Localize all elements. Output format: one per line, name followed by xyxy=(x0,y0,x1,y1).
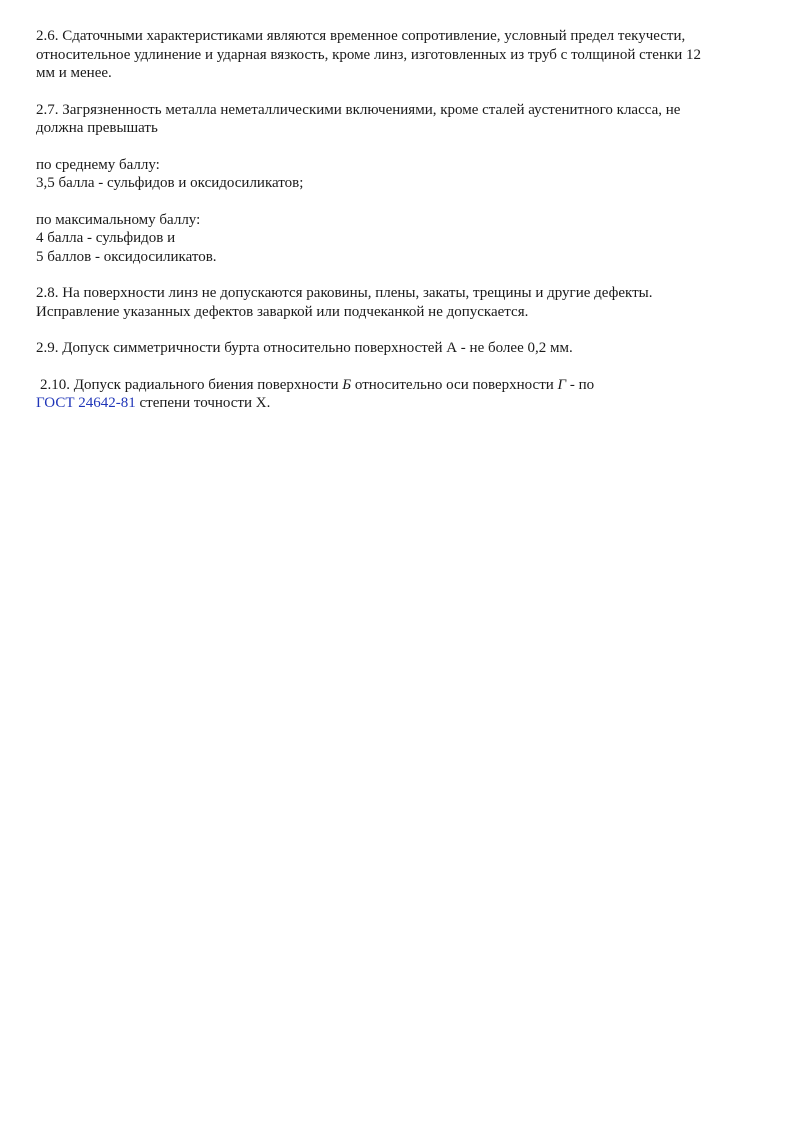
clause-2-7-line-2: должна превышать xyxy=(36,120,158,136)
clause-2-9-line-1: 2.9. Допуск симметричности бурта относительно поверхностей А - не более 0,2 мм. xyxy=(36,340,573,356)
document-page xyxy=(36,27,761,431)
clause-2-10-text-3: - по xyxy=(566,376,595,393)
max-score-item-2: 5 баллов - оксидосиликатов. xyxy=(36,248,217,265)
clause-2-8-line-1: 2.8. На поверхности линз не допускаются раковины, плены, закаты, трещины и другие дефекты. xyxy=(36,285,653,301)
gost-24642-81-link[interactable]: ГОСТ 24642-81 xyxy=(36,395,136,411)
max-score-item-1: 4 балла - сульфидов и xyxy=(36,230,176,246)
average-score-item: 3,5 балла - сульфидов и оксидосиликатов; xyxy=(36,175,304,191)
average-score-block xyxy=(36,156,761,193)
clause-2-7-line-1: 2.7. Загрязненность металла неметаллическими включениями, кроме сталей аустенитного класса, не xyxy=(36,101,681,118)
clause-2-10-text-4: степени точности X. xyxy=(135,395,271,411)
clause-2-10-line-2 xyxy=(36,394,761,413)
clause-2-8 xyxy=(36,284,761,321)
surface-b-symbol: Б xyxy=(342,376,352,393)
clause-2-7 xyxy=(36,101,761,138)
clause-2-10 xyxy=(36,376,761,413)
max-score-heading: по максимальному баллу: xyxy=(36,211,201,228)
clause-2-10-text-2: относительно оси поверхности xyxy=(351,376,558,393)
clause-2-6-line-2: относительное удлинение и ударная вязкость, кроме линз, изготовленных из труб с толщиной стенки 12 xyxy=(36,46,702,63)
clause-2-10-text-1: 2.10. Допуск радиального биения поверхности xyxy=(40,376,343,393)
clause-2-8-line-2: Исправление указанных дефектов заваркой или подчеканкой не допускается. xyxy=(36,303,529,320)
clause-2-10-line-1 xyxy=(36,376,761,395)
average-score-heading: по среднему баллу: xyxy=(36,156,160,173)
clause-2-6 xyxy=(36,27,761,83)
clause-2-6-line-1: 2.6. Сдаточными характеристиками являются временное сопротивление, условный предел текучести, xyxy=(36,28,686,44)
surface-g-symbol: Г xyxy=(557,376,567,393)
max-score-block xyxy=(36,211,761,267)
clause-2-6-line-3: мм и менее. xyxy=(36,65,112,81)
clause-2-9 xyxy=(36,339,761,358)
